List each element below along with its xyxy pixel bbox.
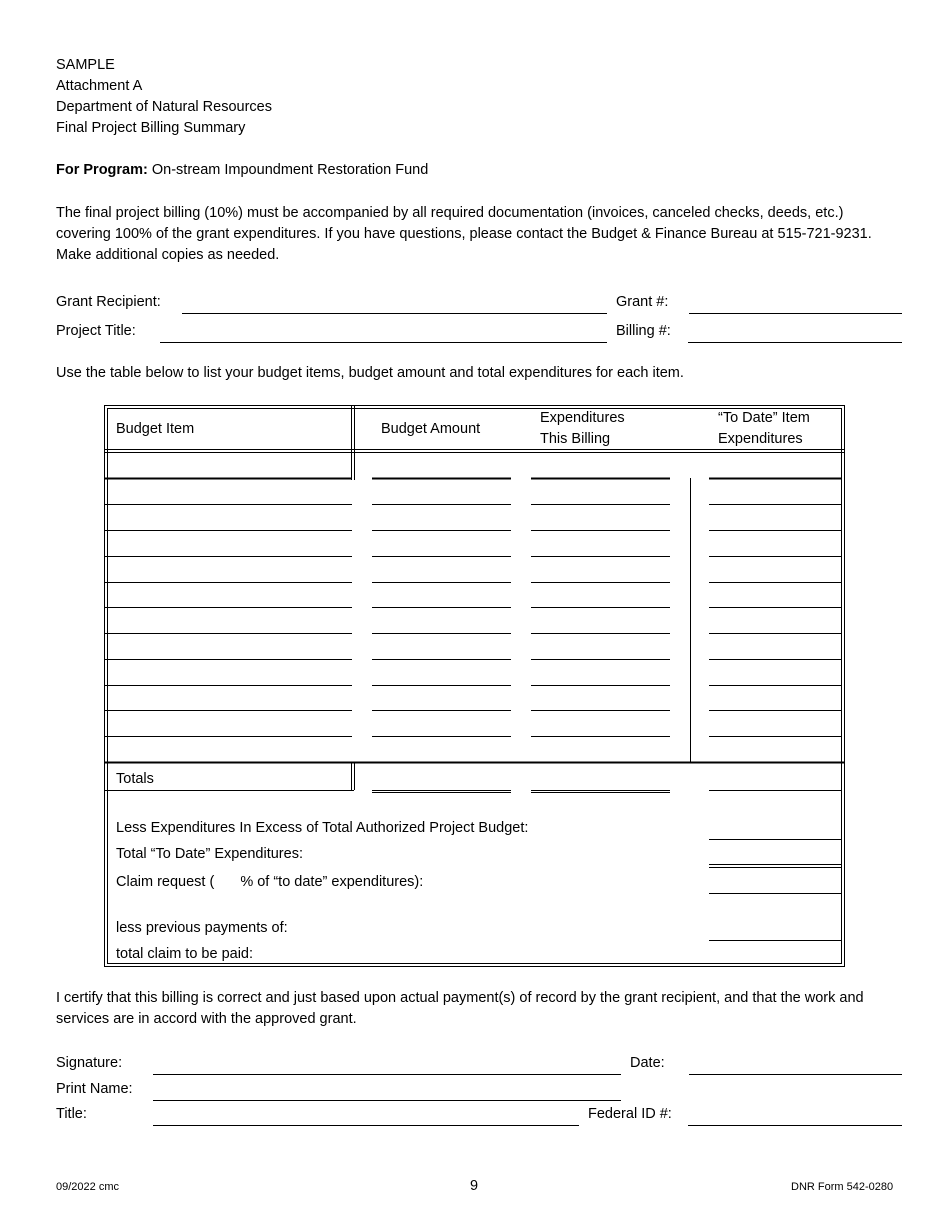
page-number: 9: [470, 1178, 479, 1194]
total-expenditures-field[interactable]: [531, 790, 670, 793]
table-intro: Use the table below to list your budget items, budget amount and total expenditures for each item.: [56, 365, 684, 381]
certification-paragraph: I certify that this billing is correct and just based upon actual payment(s) of record by the grant recipient, and that the work and services are in accord with the approved grant.: [56, 990, 864, 1027]
claim-request-line: [116, 874, 423, 890]
header-to-date-line1: “To Date” Item: [718, 410, 810, 426]
totals-label: Totals: [116, 771, 154, 787]
project-title-label: Project Title:: [56, 323, 136, 339]
date-label: Date:: [630, 1055, 665, 1071]
instructions-paragraph: The final project billing (10%) must be accompanied by all required documentation (invoices, canceled checks, deeds, etc.) covering 100% of the grant expenditures. If you have questions, please contact the Budget & Finance Bureau at 515-721-9231. Make additional copies as needed.: [56, 205, 872, 263]
print-name-label: Print Name:: [56, 1081, 133, 1097]
print-name-field[interactable]: [153, 1100, 621, 1101]
signature-label: Signature:: [56, 1055, 123, 1071]
attachment-label: Attachment A: [56, 78, 143, 94]
header-budget-item: Budget Item: [116, 421, 195, 437]
federal-id-label: Federal ID #:: [588, 1106, 672, 1122]
header-expenditures-line2: This Billing: [540, 431, 611, 447]
header-budget-amount: Budget Amount: [381, 421, 481, 437]
claim-request-suffix: % of “to date” expenditures):: [240, 874, 424, 890]
program-label: For Program:: [56, 162, 148, 178]
total-budget-amount-field[interactable]: [372, 790, 511, 793]
claim-request-prefix: Claim request (: [116, 874, 215, 890]
less-excess-label: Less Expenditures In Excess of Total Authorized Project Budget:: [116, 820, 529, 836]
less-previous-label: less previous payments of:: [116, 920, 288, 936]
grant-number-label: Grant #:: [616, 294, 669, 310]
grant-recipient-label: Grant Recipient:: [56, 294, 161, 310]
footer-revision: 09/2022 cmc: [56, 1181, 119, 1193]
title-label: Title:: [56, 1106, 87, 1122]
program-value: On-stream Impoundment Restoration Fund: [151, 162, 429, 178]
footer-form-number: DNR Form 542-0280: [791, 1181, 894, 1193]
header-expenditures-line1: Expenditures: [540, 410, 625, 426]
federal-id-field[interactable]: [688, 1125, 902, 1126]
title-field[interactable]: [153, 1125, 579, 1126]
billing-number-label: Billing #:: [616, 323, 671, 339]
sample-label: SAMPLE: [56, 57, 115, 73]
header-to-date-line2: Expenditures: [718, 431, 803, 447]
date-field[interactable]: [689, 1074, 902, 1075]
signature-field[interactable]: [153, 1074, 621, 1075]
department-name: Department of Natural Resources: [56, 99, 272, 115]
total-to-date-label: Total “To Date” Expenditures:: [116, 846, 303, 862]
total-claim-label: total claim to be paid:: [116, 946, 254, 962]
form-title: Final Project Billing Summary: [56, 120, 246, 136]
